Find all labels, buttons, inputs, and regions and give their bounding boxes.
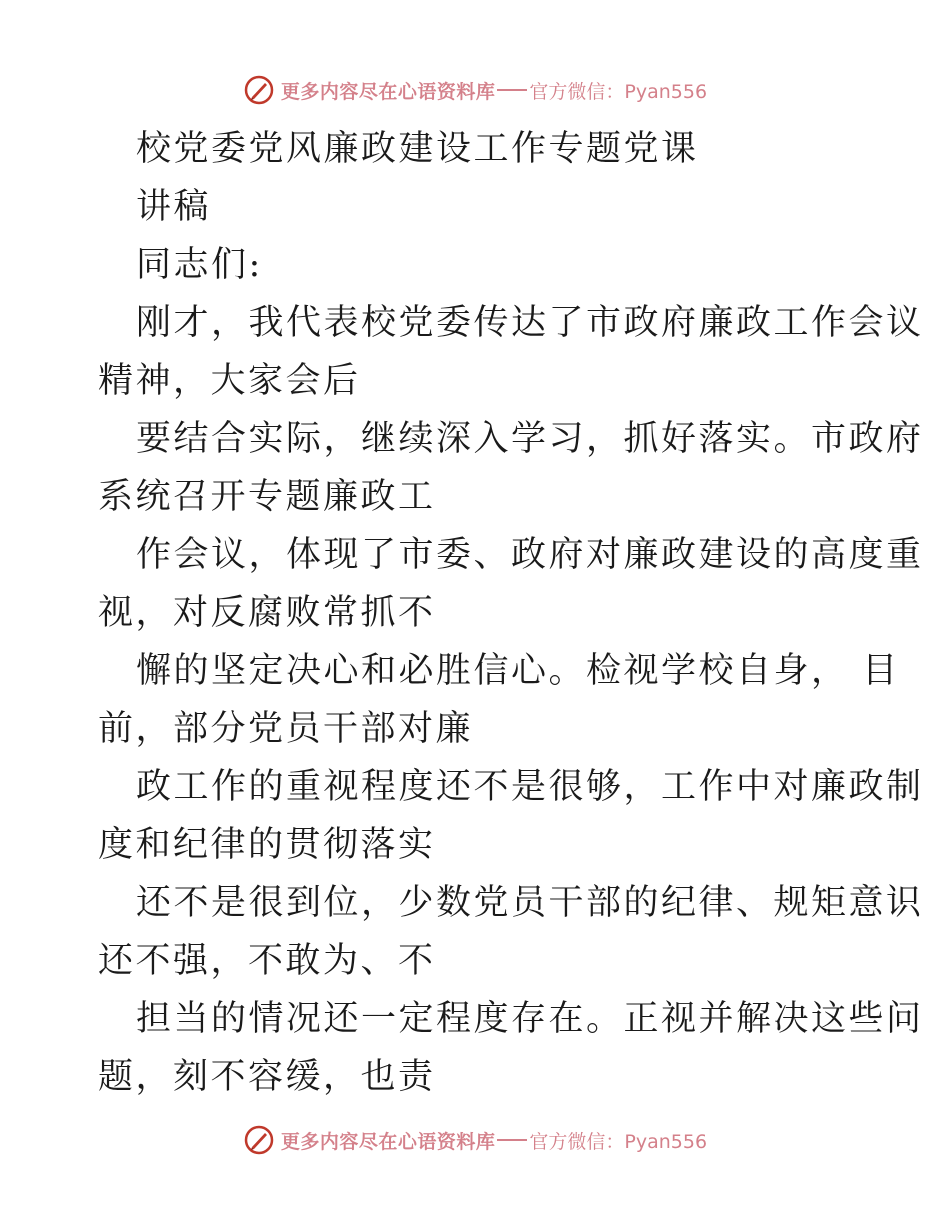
- text-line: 作会议，体现了市委、政府对廉政建设的高度重: [136, 535, 924, 575]
- text-line: 精神，大家会后: [98, 361, 361, 401]
- text-line: 度和纪律的贯彻落实: [98, 825, 436, 865]
- text-line: 还不强，不敢为、不: [98, 941, 436, 981]
- watermark-main-text: 更多内容尽在心语资料库: [280, 1130, 496, 1153]
- footer-watermark: [0, 1120, 950, 1160]
- text-line: 政工作的重视程度还不是很够，工作中对廉政制: [136, 767, 924, 807]
- document-body: [98, 120, 924, 1106]
- text-line: 懈的坚定决心和必胜信心。检视学校自身， 目: [136, 651, 900, 691]
- text-line: 视，对反腐败常抓不: [98, 593, 436, 633]
- text-line: 刚才，我代表校党委传达了市政府廉政工作会议: [136, 303, 924, 343]
- text-line: 校党委党风廉政建设工作专题党课: [136, 129, 699, 169]
- text-line: 讲稿: [136, 187, 212, 227]
- text-line: 前，部分党员干部对廉: [98, 709, 474, 749]
- text-line: 题，刻不容缓，也责: [98, 1057, 436, 1097]
- text-line: 还不是很到位，少数党员干部的纪律、规矩意识: [136, 883, 924, 923]
- watermark-sub-text: 官方微信：Pyan556: [529, 80, 708, 103]
- quill-seal-icon: [243, 74, 275, 106]
- watermark-dash: [497, 89, 527, 91]
- text-line: 要结合实际，继续深入学习，抓好落实。市政府: [136, 419, 924, 459]
- watermark-dash: [497, 1139, 527, 1141]
- header-watermark: [0, 70, 950, 110]
- text-line: 担当的情况还一定程度存在。正视并解决这些问: [136, 999, 924, 1039]
- watermark-sub-text: 官方微信：Pyan556: [529, 1130, 708, 1153]
- quill-seal-icon: [243, 1124, 275, 1156]
- watermark-main-text: 更多内容尽在心语资料库: [280, 80, 496, 103]
- text-line: 同志们:: [136, 245, 263, 285]
- text-line: 系统召开专题廉政工: [98, 477, 436, 517]
